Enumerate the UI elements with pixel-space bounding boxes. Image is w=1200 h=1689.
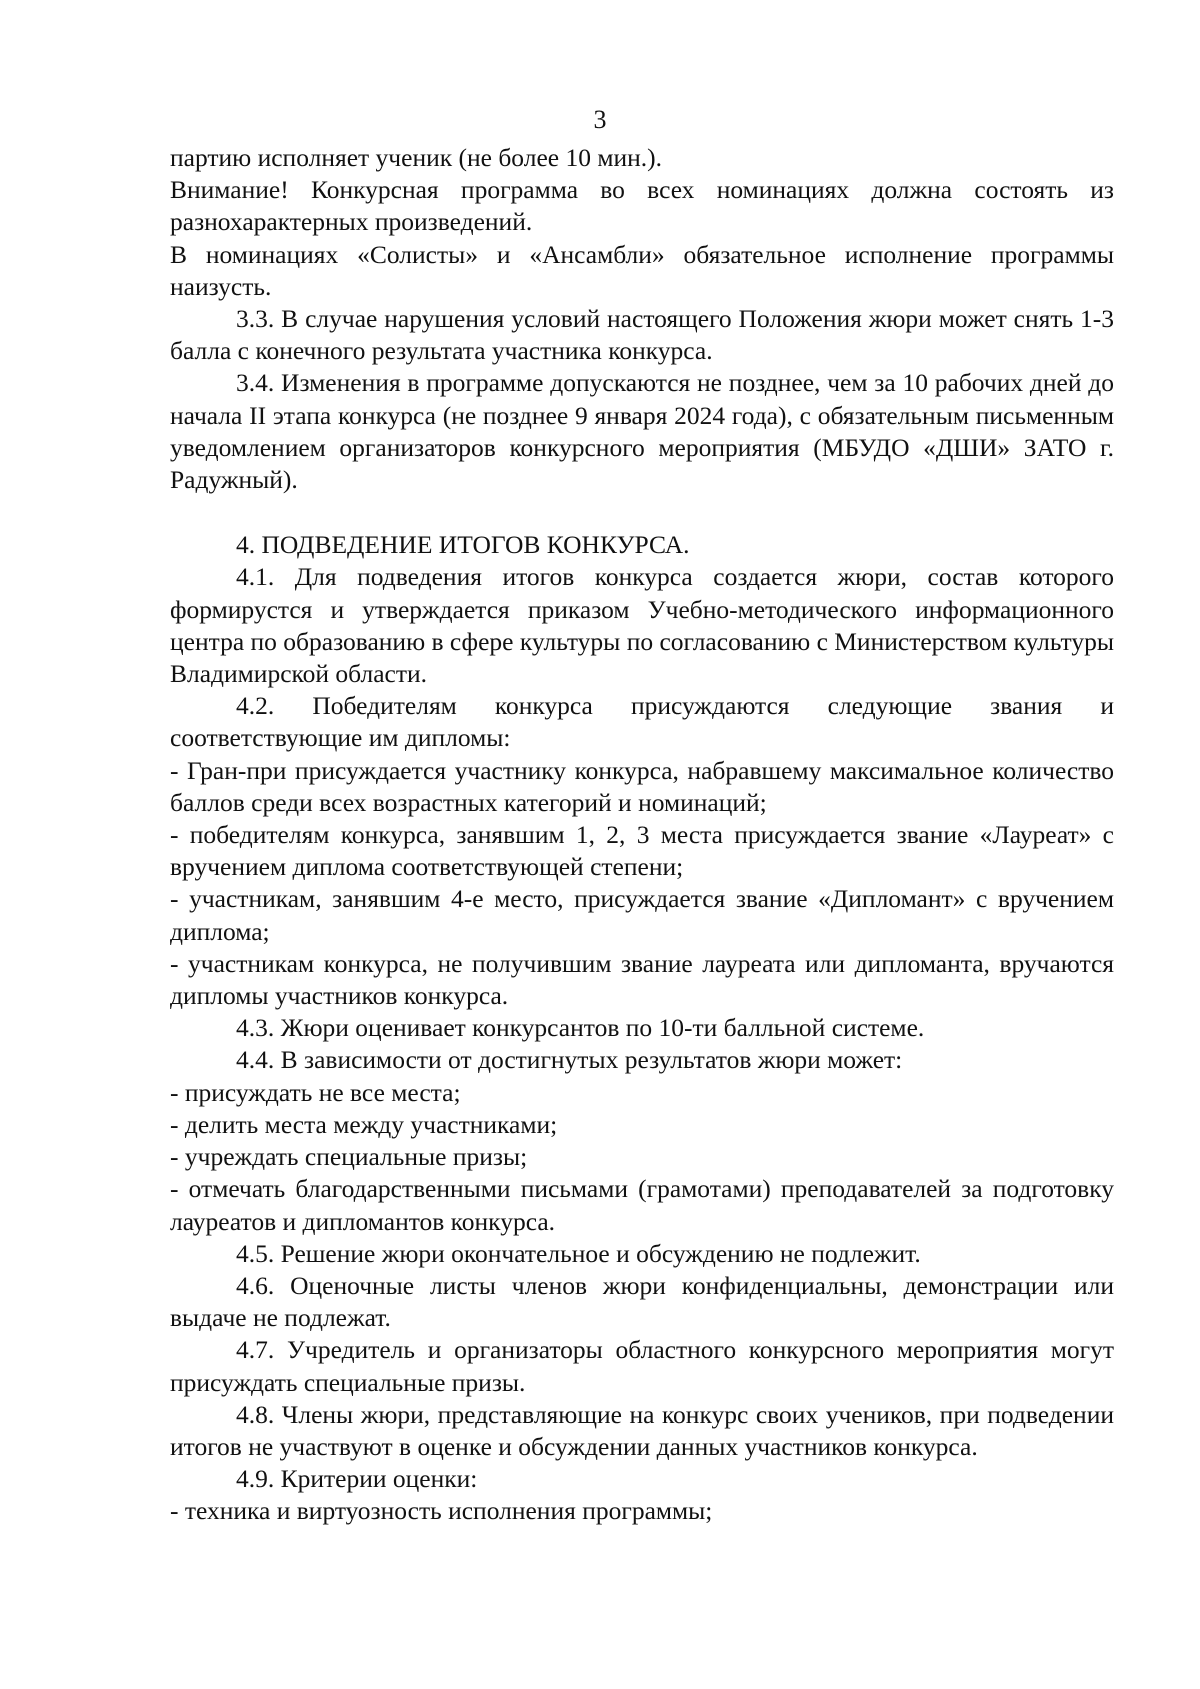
list-item-laureate: - победителям конкурса, занявшим 1, 2, 3 места присуждается звание «Лауреат» с вручением диплома соответствующей степени; bbox=[170, 820, 1114, 882]
clause-4-9: 4.9. Критерии оценки: bbox=[236, 1464, 478, 1494]
list-item-share-places: - делить места между участниками; bbox=[170, 1109, 558, 1139]
clause-4-3: 4.3. Жюри оценивает конкурсантов по 10-ти балльной системе. bbox=[236, 1013, 925, 1043]
clause-4-2: 4.2. Победителям конкурса присуждаются следующие звания и соответствующие им дипломы: bbox=[170, 691, 1114, 753]
clause-3-4: 3.4. Изменения в программе допускаются не позднее, чем за 10 рабочих дней до начала II этапа конкурса (не позднее 9 января 2024 года), с обязательным письменным уведомлением организаторов конкурсного мероприятия (МБУДО «ДШИ» ЗАТО г. Радужный). bbox=[170, 368, 1114, 495]
clause-4-4: 4.4. В зависимости от достигнутых результатов жюри может: bbox=[236, 1045, 903, 1075]
list-item-technique: - техника и виртуозность исполнения программы; bbox=[170, 1496, 713, 1526]
document-body bbox=[170, 142, 1114, 1528]
list-item-grand-prix: - Гран-при присуждается участнику конкурса, набравшему максимальное количество баллов среди всех возрастных категорий и номинаций; bbox=[170, 755, 1114, 817]
list-item-diplomant: - участникам, занявшим 4-е место, присуждается звание «Дипломант» с вручением диплома; bbox=[170, 884, 1114, 946]
paragraph-attention-note: Внимание! Конкурсная программа во всех номинациях должна состоять из разнохарактерных произведений. bbox=[170, 175, 1114, 237]
list-item-special-prizes: - учреждать специальные призы; bbox=[170, 1142, 528, 1172]
clause-4-1: 4.1. Для подведения итогов конкурса создается жюри, состав которого формирустся и утверждается приказом Учебно-методического информационного центра по образованию в сфере культуры по согласованию с Министерством культуры Владимирской области. bbox=[170, 562, 1114, 689]
list-item-not-all-places: - присуждать не все места; bbox=[170, 1077, 461, 1107]
clause-4-5: 4.5. Решение жюри окончательное и обсуждению не подлежит. bbox=[236, 1238, 921, 1268]
page-number: 3 bbox=[593, 105, 607, 134]
section-heading-4: 4. ПОДВЕДЕНИЕ ИТОГОВ КОНКУРСА. bbox=[236, 530, 690, 560]
paragraph-memorization-note: В номинациях «Солисты» и «Ансамбли» обязательное исполнение программы наизусть. bbox=[170, 239, 1114, 301]
clause-4-6: 4.6. Оценочные листы членов жюри конфиденциальны, демонстрации или выдаче не подлежат. bbox=[170, 1270, 1114, 1333]
clause-4-8: 4.8. Члены жюри, представляющие на конкурс своих учеников, при подведении итогов не участвуют в оценке и обсуждении данных участников конкурса. bbox=[170, 1399, 1114, 1461]
clause-3-3: 3.3. В случае нарушения условий настоящего Положения жюри может снять 1-3 балла с конечного результата участника конкурса. bbox=[170, 304, 1114, 366]
paragraph-continuation: партию исполняет ученик (не более 10 мин.). bbox=[170, 143, 663, 172]
list-item-thank-teachers: - отмечать благодарственными письмами (грамотами) преподавателей за подготовку лауреатов и дипломантов конкурса. bbox=[170, 1174, 1114, 1236]
clause-4-7: 4.7. Учредитель и организаторы областного конкурсного мероприятия могут присуждать специальные призы. bbox=[170, 1335, 1114, 1397]
list-item-participants: - участникам конкурса, не получившим звание лауреата или дипломанта, вручаются дипломы участников конкурса. bbox=[170, 948, 1114, 1011]
